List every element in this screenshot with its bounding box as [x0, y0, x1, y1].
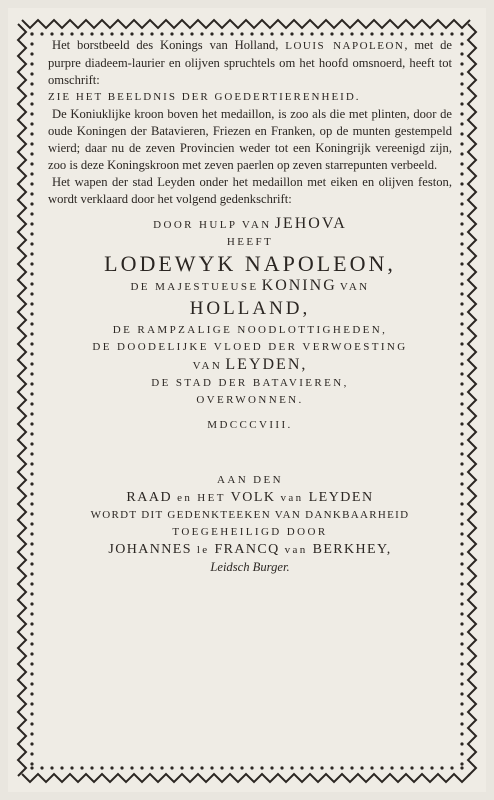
border-dot	[460, 312, 463, 315]
border-dot	[30, 662, 33, 665]
border-dot	[460, 612, 463, 615]
border-dot	[460, 172, 463, 175]
border-dot	[460, 766, 463, 769]
border-dot	[30, 702, 33, 705]
border-dot	[420, 766, 423, 769]
border-dot	[200, 766, 203, 769]
border-dot	[220, 766, 223, 769]
border-dot	[30, 472, 33, 475]
border-dot	[30, 312, 33, 315]
border-zigzag	[468, 24, 476, 776]
inscription-line-5: HOLLAND,	[189, 298, 311, 319]
border-zigzag	[22, 20, 470, 28]
border-dot	[460, 62, 463, 65]
border-dot	[300, 32, 303, 35]
border-dot	[30, 722, 33, 725]
border-dot	[270, 32, 273, 35]
border-dot	[200, 32, 203, 35]
ded-leyden: LEYDEN	[308, 490, 374, 505]
border-dot	[80, 766, 83, 769]
border-dot	[290, 766, 293, 769]
border-dot	[160, 766, 163, 769]
dedication-line-3: WORDT DIT GEDENKTEEKEN VAN DANKBAARHEID	[90, 509, 410, 521]
border-dot	[280, 766, 283, 769]
inscription-line-8	[48, 356, 452, 375]
dedication-line-4: TOEGEHEILIGD DOOR	[172, 526, 328, 538]
border-dot	[460, 532, 463, 535]
border-dot	[40, 32, 43, 35]
ded-berkhey: BERKHEY,	[312, 542, 392, 557]
border-dot	[460, 72, 463, 75]
border-dot	[30, 222, 33, 225]
border-dot	[340, 32, 343, 35]
border-dot	[370, 32, 373, 35]
ded-francq: FRANCQ	[214, 542, 280, 557]
border-dot	[30, 492, 33, 495]
border-dot	[30, 392, 33, 395]
border-dot	[460, 682, 463, 685]
border-dot	[30, 692, 33, 695]
border-dot	[30, 762, 33, 765]
border-dot	[460, 142, 463, 145]
border-dot	[30, 542, 33, 545]
border-dot	[30, 372, 33, 375]
border-dot	[400, 766, 403, 769]
p1-text-c: , met de purpre diadeem-laurier en olijven spruchtels om het hoofd omsnoerd, heeft tot omschrift:	[48, 38, 453, 87]
border-dot	[230, 32, 233, 35]
border-dot	[460, 652, 463, 655]
border-dot	[460, 452, 463, 455]
border-dot	[150, 32, 153, 35]
border-dot	[460, 212, 463, 215]
border-dot	[450, 32, 453, 35]
border-dot	[460, 282, 463, 285]
border-dot	[30, 672, 33, 675]
border-dot	[460, 252, 463, 255]
border-dot	[460, 672, 463, 675]
border-dot	[420, 32, 423, 35]
border-dot	[240, 32, 243, 35]
border-dot	[290, 32, 293, 35]
border-dot	[30, 766, 33, 769]
border-dot	[350, 766, 353, 769]
border-dot	[180, 766, 183, 769]
border-zigzag	[18, 24, 26, 776]
border-dot	[460, 202, 463, 205]
border-dot	[460, 462, 463, 465]
border-dot	[170, 766, 173, 769]
border-dot	[50, 766, 53, 769]
border-dot	[30, 82, 33, 85]
border-dot	[30, 422, 33, 425]
border-dot	[30, 202, 33, 205]
border-dot	[360, 32, 363, 35]
border-dot	[30, 552, 33, 555]
border-dot	[410, 32, 413, 35]
dedication-line-2	[48, 489, 452, 507]
border-dot	[460, 342, 463, 345]
ded-van-2: van	[284, 544, 308, 556]
ded-johannes: JOHANNES	[108, 542, 192, 557]
border-dot	[250, 32, 253, 35]
border-dot	[190, 766, 193, 769]
border-dot	[70, 766, 73, 769]
border-dot	[460, 752, 463, 755]
border-dot	[260, 32, 263, 35]
border-dot	[30, 302, 33, 305]
border-dot	[460, 712, 463, 715]
border-dot	[30, 562, 33, 565]
border-dot	[210, 32, 213, 35]
border-dot	[460, 162, 463, 165]
border-dot	[30, 272, 33, 275]
border-dot	[30, 352, 33, 355]
border-dot	[460, 332, 463, 335]
border-dot	[30, 432, 33, 435]
border-dot	[240, 766, 243, 769]
insc-l4-c: VAN	[339, 281, 370, 293]
border-dot	[320, 32, 323, 35]
border-dot	[30, 162, 33, 165]
inscription-year: MDCCCVIII.	[207, 419, 293, 431]
border-dot	[30, 62, 33, 65]
border-dot	[330, 766, 333, 769]
border-dot	[460, 742, 463, 745]
border-dot	[30, 52, 33, 55]
border-dot	[370, 766, 373, 769]
border-dot	[460, 732, 463, 735]
border-dot	[430, 32, 433, 35]
border-dot	[30, 442, 33, 445]
border-dot	[460, 272, 463, 275]
border-dot	[30, 412, 33, 415]
border-dot	[460, 122, 463, 125]
border-dot	[30, 42, 33, 45]
border-dot	[340, 766, 343, 769]
border-dot	[80, 32, 83, 35]
border-dot	[460, 302, 463, 305]
inscription-line-3: LODEWYK NAPOLEON,	[104, 251, 396, 276]
border-dot	[460, 192, 463, 195]
border-dot	[220, 32, 223, 35]
inscription	[48, 215, 452, 434]
border-dot	[460, 412, 463, 415]
border-dot	[30, 122, 33, 125]
border-dot	[400, 32, 403, 35]
border-dot	[300, 766, 303, 769]
border-dot	[30, 652, 33, 655]
border-dot	[460, 92, 463, 95]
border-dot	[460, 762, 463, 765]
border-dot	[30, 262, 33, 265]
ded-volk: VOLK	[230, 490, 276, 505]
border-dot	[460, 622, 463, 625]
border-dot	[460, 482, 463, 485]
ded-le: le	[196, 544, 210, 556]
inscription-line-1	[48, 215, 452, 234]
border-dot	[450, 766, 453, 769]
border-dot	[380, 766, 383, 769]
insc-l1-a: DOOR HULP VAN	[153, 219, 272, 231]
border-dot	[390, 32, 393, 35]
border-dot	[30, 452, 33, 455]
border-dot	[30, 712, 33, 715]
border-dot	[460, 522, 463, 525]
border-dot	[30, 332, 33, 335]
border-dot	[30, 112, 33, 115]
border-dot	[460, 432, 463, 435]
inscription-line-7: DE DOODELIJKE VLOED DER VERWOESTING	[92, 341, 408, 353]
border-dot	[280, 32, 283, 35]
border-dot	[460, 362, 463, 365]
border-dot	[140, 766, 143, 769]
border-dot	[30, 622, 33, 625]
border-dot	[460, 442, 463, 445]
border-dot	[30, 232, 33, 235]
border-dot	[460, 112, 463, 115]
border-dot	[60, 32, 63, 35]
dedication-line-6: Leidsch Burger.	[210, 560, 290, 574]
ded-het: HET	[197, 492, 226, 504]
inscription-line-10: OVERWONNEN.	[196, 394, 304, 406]
border-dot	[460, 552, 463, 555]
border-dot	[90, 766, 93, 769]
border-dot	[460, 132, 463, 135]
border-dot	[270, 766, 273, 769]
border-dot	[460, 42, 463, 45]
insc-l1-b: JEHOVA	[274, 215, 347, 232]
border-dot	[30, 192, 33, 195]
border-dot	[30, 462, 33, 465]
border-dot	[30, 402, 33, 405]
border-dot	[150, 766, 153, 769]
border-dot	[30, 602, 33, 605]
border-dot	[90, 32, 93, 35]
border-dot	[460, 492, 463, 495]
border-dot	[30, 72, 33, 75]
ded-van: van	[280, 492, 304, 504]
border-dot	[30, 512, 33, 515]
p1-name: LOUIS NAPOLEON	[285, 40, 405, 52]
inscription-line-4	[48, 277, 452, 296]
border-dot	[460, 382, 463, 385]
border-dot	[140, 32, 143, 35]
dedication-line-5	[48, 541, 452, 559]
border-dot	[310, 32, 313, 35]
border-dot	[30, 172, 33, 175]
border-dot	[460, 562, 463, 565]
border-dot	[50, 32, 53, 35]
border-dot	[170, 32, 173, 35]
border-dot	[100, 32, 103, 35]
border-dot	[180, 32, 183, 35]
border-dot	[30, 582, 33, 585]
border-dot	[460, 372, 463, 375]
insc-l4-a: DE MAJESTUEUSE	[130, 281, 259, 293]
dedication-line-1: AAN DEN	[217, 474, 283, 486]
border-dot	[30, 242, 33, 245]
border-dot	[250, 766, 253, 769]
border-dot	[30, 612, 33, 615]
border-dot	[30, 572, 33, 575]
border-dot	[40, 766, 43, 769]
border-dot	[160, 32, 163, 35]
border-dot	[460, 662, 463, 665]
border-dot	[30, 322, 33, 325]
border-dot	[460, 322, 463, 325]
border-dot	[460, 502, 463, 505]
p1-text-a: Het borstbeeld des Konings van Holland,	[52, 38, 279, 52]
border-dot	[30, 252, 33, 255]
paragraph-2-motto: ZIE HET BEELDNIS DER GOEDERTIERENHEID.	[48, 91, 361, 103]
inscription-line-9: DE STAD DER BATAVIEREN,	[151, 377, 349, 389]
border-dot	[110, 766, 113, 769]
border-dot	[460, 292, 463, 295]
document-body	[48, 37, 452, 576]
border-dot	[460, 602, 463, 605]
border-dot	[30, 682, 33, 685]
border-dot	[30, 502, 33, 505]
border-dot	[460, 222, 463, 225]
paragraph-1	[48, 37, 452, 89]
border-dot	[460, 352, 463, 355]
border-dot	[460, 572, 463, 575]
border-dot	[30, 212, 33, 215]
border-dot	[30, 32, 33, 35]
border-dot	[460, 82, 463, 85]
border-dot	[30, 282, 33, 285]
border-dot	[190, 32, 193, 35]
border-dot	[30, 142, 33, 145]
border-dot	[460, 152, 463, 155]
border-dot	[460, 422, 463, 425]
border-dot	[210, 766, 213, 769]
border-dot	[390, 766, 393, 769]
border-dot	[460, 632, 463, 635]
border-dot	[460, 702, 463, 705]
border-dot	[460, 52, 463, 55]
border-dot	[460, 32, 463, 35]
paragraph-4: Het wapen der stad Leyden onder het medaillon met eiken en olijven feston, wordt verklaard door het volgend gedenkschrift:	[48, 175, 452, 206]
border-dot	[460, 102, 463, 105]
border-dot	[460, 242, 463, 245]
insc-l8-b: LEYDEN,	[225, 356, 308, 373]
border-dot	[30, 752, 33, 755]
border-dot	[110, 32, 113, 35]
border-dot	[30, 592, 33, 595]
insc-l4-b: KONING	[261, 277, 337, 294]
border-dot	[30, 732, 33, 735]
border-dot	[30, 532, 33, 535]
ded-en: en	[177, 492, 193, 504]
border-dot	[310, 766, 313, 769]
border-dot	[460, 582, 463, 585]
border-dot	[460, 642, 463, 645]
border-dot	[120, 32, 123, 35]
border-dot	[130, 32, 133, 35]
border-dot	[460, 232, 463, 235]
border-dot	[320, 766, 323, 769]
border-dot	[360, 766, 363, 769]
border-dot	[30, 182, 33, 185]
border-dot	[460, 512, 463, 515]
border-dot	[460, 262, 463, 265]
border-dot	[380, 32, 383, 35]
border-dot	[460, 722, 463, 725]
border-dot	[30, 522, 33, 525]
border-dot	[30, 342, 33, 345]
border-dot	[460, 542, 463, 545]
border-dot	[30, 152, 33, 155]
border-dot	[120, 766, 123, 769]
border-dot	[30, 292, 33, 295]
border-dot	[30, 482, 33, 485]
border-dot	[330, 32, 333, 35]
border-dot	[30, 632, 33, 635]
border-dot	[440, 32, 443, 35]
border-dot	[460, 472, 463, 475]
insc-l8-a: VAN	[192, 360, 223, 372]
border-dot	[30, 92, 33, 95]
border-dot	[60, 766, 63, 769]
border-dot	[30, 362, 33, 365]
border-dot	[460, 402, 463, 405]
border-dot	[350, 32, 353, 35]
border-dot	[30, 102, 33, 105]
border-dot	[100, 766, 103, 769]
border-dot	[460, 182, 463, 185]
border-dot	[70, 32, 73, 35]
border-dot	[30, 382, 33, 385]
inscription-line-2: HEEFT	[226, 236, 274, 248]
border-dot	[460, 592, 463, 595]
border-dot	[440, 766, 443, 769]
border-dot	[410, 766, 413, 769]
dedication	[48, 472, 452, 576]
border-dot	[30, 132, 33, 135]
paragraph-3: De Koniuklijke kroon boven het medaillon, is zoo als die met plinten, door de oude Koningen der Batavieren, Friezen en Franken, op de munten gestempeld wierd; daar nu de zeven Provincien weder tot een Koningrijk vereenigd zijn, zoo is deze Koningskroon met zeven paerlen op zeven starrepunten verbeeld.	[48, 107, 452, 172]
ded-raad: RAAD	[126, 490, 173, 505]
border-dot	[460, 692, 463, 695]
border-zigzag	[22, 774, 470, 782]
border-dot	[430, 766, 433, 769]
border-dot	[460, 392, 463, 395]
border-dot	[30, 742, 33, 745]
border-dot	[260, 766, 263, 769]
border-dot	[230, 766, 233, 769]
inscription-line-6: DE RAMPZALIGE NOODLOTTIGHEDEN,	[112, 324, 388, 336]
border-dot	[30, 642, 33, 645]
border-dot	[130, 766, 133, 769]
